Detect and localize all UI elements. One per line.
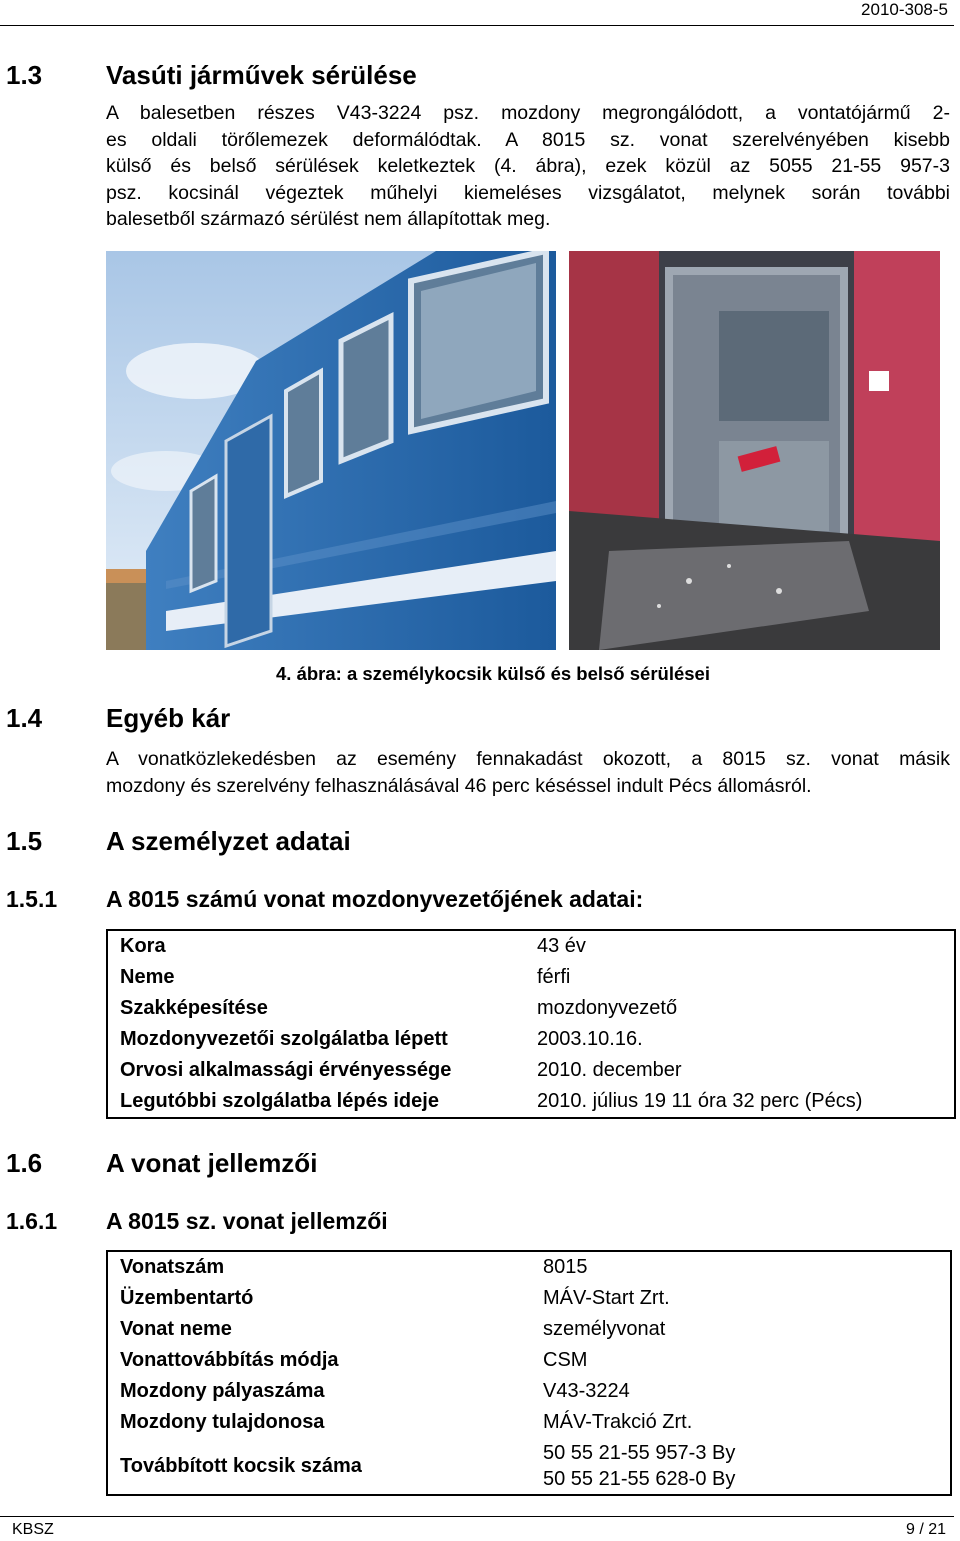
row-label: Vonattovábbítás módja xyxy=(120,1349,339,1371)
row-label: Mozdonyvezetői szolgálatba lépett xyxy=(120,1028,448,1050)
figure-caption: 4. ábra: a személykocsik külső és belső sérülései xyxy=(276,663,710,684)
row-value: 2003.10.16. xyxy=(537,1028,643,1050)
row-value: 2010. július 19 11 óra 32 perc (Pécs) xyxy=(537,1090,863,1112)
section-title-1-6-1: A 8015 sz. vonat jellemzői xyxy=(106,1208,388,1234)
table-row xyxy=(107,993,955,1024)
section-title-1-3: Vasúti járművek sérülése xyxy=(106,60,417,90)
row-label: Mozdony tulajdonosa xyxy=(120,1411,325,1433)
footer-rule xyxy=(0,1516,954,1517)
table-row xyxy=(107,1055,955,1086)
section-number-1-4: 1.4 xyxy=(6,703,43,733)
document-code: 2010-308-5 xyxy=(861,0,948,19)
row-label: Mozdony pályaszáma xyxy=(120,1380,325,1402)
photo-door-interior xyxy=(569,251,940,650)
row-label: Neme xyxy=(120,966,175,988)
table-row xyxy=(107,1086,955,1118)
row-label: Szakképesítése xyxy=(120,997,268,1019)
row-value: 43 év xyxy=(537,935,586,957)
section-number-1-5: 1.5 xyxy=(6,826,43,856)
section-title-1-6: A vonat jellemzői xyxy=(106,1148,318,1178)
table-row xyxy=(107,1438,951,1495)
row-value-line: 50 55 21-55 628-0 By xyxy=(543,1468,736,1490)
section-title-1-4: Egyéb kár xyxy=(106,703,231,733)
row-value: CSM xyxy=(543,1349,588,1371)
paragraph-line: es oldali törőlemezek deformálódtak. A 8015 sz. vonat szerelvényében kisebb xyxy=(106,128,950,151)
row-label: Kora xyxy=(120,935,166,957)
row-value-line: 50 55 21-55 957-3 By xyxy=(543,1442,736,1464)
section-title-1-5: A személyzet adatai xyxy=(106,826,351,856)
paragraph-line: mozdony és szerelvény felhasználásával 46 perc késéssel indult Pécs állomásról. xyxy=(106,774,812,797)
table-row xyxy=(107,1407,951,1438)
footer-organization: KBSZ xyxy=(12,1521,54,1538)
table-row xyxy=(107,1283,951,1314)
row-label: Orvosi alkalmassági érvényessége xyxy=(120,1059,452,1081)
row-value xyxy=(531,1438,951,1495)
row-label: Vonat neme xyxy=(120,1318,232,1340)
table-row xyxy=(107,1251,951,1283)
row-label: Legutóbbi szolgálatba lépés ideje xyxy=(120,1090,439,1112)
section-number-1-6: 1.6 xyxy=(6,1148,43,1178)
row-label: Vonatszám xyxy=(120,1256,225,1278)
table-row xyxy=(107,1314,951,1345)
table-row xyxy=(107,1024,955,1055)
section-number-1-3: 1.3 xyxy=(6,60,43,90)
section-number-1-6-1: 1.6.1 xyxy=(6,1208,58,1234)
paragraph-line: A balesetben részes V43-3224 psz. mozdony megrongálódott, a vontatójármű 2- xyxy=(106,102,950,124)
row-value: mozdonyvezető xyxy=(537,997,678,1019)
table-row xyxy=(107,1376,951,1407)
table-row xyxy=(107,930,955,962)
row-label: Üzembentartó xyxy=(120,1287,254,1309)
table-row xyxy=(107,1345,951,1376)
row-value: MÁV-Trakció Zrt. xyxy=(543,1411,693,1433)
photo-coach-exterior xyxy=(106,251,556,650)
row-value: férfi xyxy=(537,966,571,988)
row-value: 8015 xyxy=(543,1256,588,1278)
paragraph-1-3 xyxy=(106,100,950,233)
page-number: 9 / 21 xyxy=(905,1521,946,1538)
paragraph-line: psz. kocsinál végeztek műhelyi kiemeléses vizsgálatot, melynek során további xyxy=(106,181,950,204)
row-value: személyvonat xyxy=(543,1318,666,1340)
row-value: 2010. december xyxy=(537,1059,682,1081)
section-number-1-5-1: 1.5.1 xyxy=(6,886,58,912)
row-label: Továbbított kocsik száma xyxy=(120,1454,362,1477)
section-title-1-5-1: A 8015 számú vonat mozdonyvezetőjének adatai: xyxy=(106,886,644,912)
row-value: MÁV-Start Zrt. xyxy=(543,1287,670,1309)
paragraph-line: külső és belső sérülések keletkeztek (4. ábra), ezek közül az 5055 21-55 957-3 xyxy=(106,155,950,177)
table-row xyxy=(107,962,955,993)
row-value: V43-3224 xyxy=(543,1380,630,1402)
header-rule xyxy=(0,25,954,26)
driver-data-table xyxy=(106,929,956,1119)
paragraph-1-4 xyxy=(106,746,950,799)
paragraph-line: A vonatközlekedésben az esemény fennakadást okozott, a 8015 sz. vonat másik xyxy=(106,748,950,770)
paragraph-line: balesetből származó sérülést nem állapítottak meg. xyxy=(106,208,551,230)
train-data-table xyxy=(106,1250,952,1496)
